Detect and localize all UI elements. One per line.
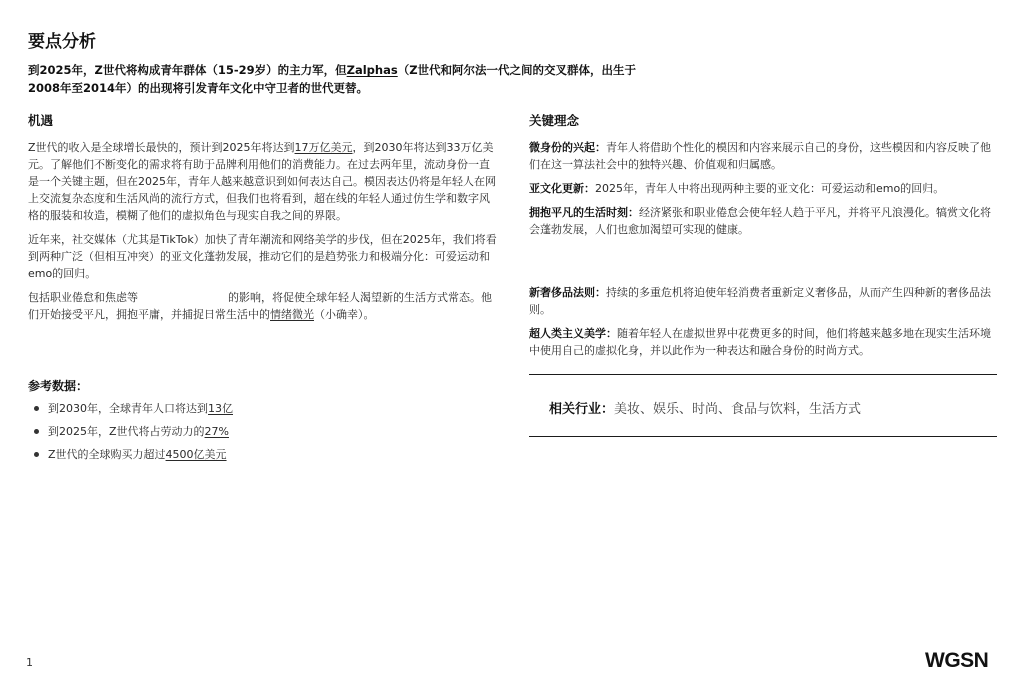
reference-list [28, 400, 233, 469]
related-industries: 相关行业：美妆、娱乐、时尚、食品与饮料，生活方式 [549, 402, 862, 417]
key-idea-item: 超人类主义美学：随着年轻人在虚拟世界中花费更多的时间，他们将越来越多地在现实生活环境中使用自己的虚拟化身，并以此作为一种表达和融合身份的时尚方式。 [529, 327, 991, 357]
lead-statement: 到2025年，Z世代将构成青年群体（15-29岁）的主力军，但Zalphas（Z世代和阿尔法一代之间的交叉群体，出生于2008年至2014年）的出现将引发青年文化中守卫者的世代更替。 [28, 63, 637, 95]
wgsn-logo [925, 648, 997, 670]
stat-link[interactable]: 27% [204, 425, 229, 438]
key-idea-item: 拥抱平凡的生活时刻：经济紧张和职业倦怠会使年轻人趋于平凡，并将平凡浪漫化。犒赏文化将会蓬勃发展，人们也愈加渴望可实现的健康。 [529, 206, 991, 236]
reference-heading: 参考数据： [28, 379, 89, 393]
zalphas-link[interactable]: Zalphas [346, 63, 398, 77]
list-item: 到2030年，全球青年人口将达到13亿 [28, 400, 233, 423]
key-idea-item: 亚文化更新：2025年，青年人中将出现两种主要的亚文化：可爱运动和emo的回归。 [529, 182, 945, 195]
opportunity-paragraph-1: Z世代的收入是全球增长最快的，预计到2025年将达到17万亿美元，到2030年将达到33万亿美元。了解他们不断变化的需求将有助于品牌利用他们的消费能力。在过去两年里，流动身份一直是一个关键主题，但在2025年，青年人越来越意识到如何表达自己。模因表达仍将是年轻人在网上交流复杂态度和生活风尚的流行方式，但我们也将看到，超在线的年轻人通过仿生学和数字风格的服装和妆造，模糊了他们的虚拟角色与现实自我之间的界限。 [28, 141, 496, 222]
opportunity-paragraph-3: 包括职业倦怠和焦虑等 的影响，将促使全球年轻人渴望新的生活方式常态。他们开始接受平凡，拥抱平庸，并捕捉日常生活中的情绪微光（小确幸）。 [28, 291, 492, 321]
divider [529, 374, 997, 375]
key-ideas-section [529, 112, 999, 366]
svg-text:WGSN: WGSN [925, 649, 989, 670]
key-idea-item: 新奢侈品法则：持续的多重危机将迫使年轻消费者重新定义奢侈品，从而产生四种新的奢侈品法则。 [529, 286, 991, 316]
mood-glimmer-link[interactable]: 情绪微光 [270, 308, 314, 321]
key-idea-item: 微身份的兴起：青年人将借助个性化的模因和内容来展示自己的身份，这些模因和内容反映了他们在这一算法社会中的独特兴趣、价值观和归属感。 [529, 141, 991, 171]
opportunity-heading: 机遇 [28, 113, 54, 128]
key-ideas-heading: 关键理念 [529, 113, 580, 128]
list-item: 到2025年，Z世代将占劳动力的27% [28, 423, 233, 446]
page-number: 1 [26, 656, 33, 669]
divider [529, 436, 997, 437]
stat-link[interactable]: 4500亿美元 [165, 448, 227, 461]
page-title: 要点分析 [28, 32, 96, 52]
gdp-link[interactable]: 17万亿美元 [294, 141, 353, 154]
list-item: Z世代的全球购买力超过4500亿美元 [28, 446, 233, 469]
stat-link[interactable]: 13亿 [208, 402, 233, 415]
opportunity-section [28, 112, 498, 330]
opportunity-paragraph-2: 近年来，社交媒体（尤其是TikTok）加快了青年潮流和网络美学的步伐，但在2025年，我们将看到两种广泛（但相互冲突）的亚文化蓬勃发展，推动它们的是趋势张力和极端分化：可爱运动和emo的回归。 [28, 233, 497, 280]
